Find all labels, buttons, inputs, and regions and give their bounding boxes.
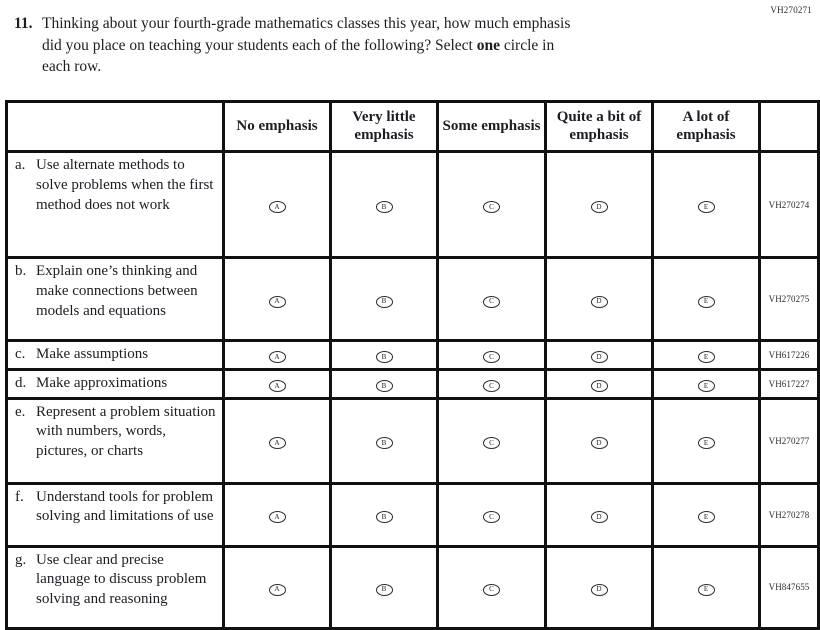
answer-bubble-E[interactable]: E xyxy=(698,437,715,449)
row-stem-cell xyxy=(7,546,224,628)
row-label: Make assumptions xyxy=(36,346,149,362)
table-row xyxy=(7,341,819,370)
column-header-3: Some emphasis xyxy=(438,102,546,152)
row-letter: d. xyxy=(15,374,27,391)
answer-bubble-D[interactable]: D xyxy=(591,296,608,308)
answer-cell xyxy=(331,152,438,258)
answer-bubble-D[interactable]: D xyxy=(591,380,608,392)
answer-cell xyxy=(224,341,331,370)
answer-cell xyxy=(653,152,760,258)
row-letter: f. xyxy=(15,488,24,505)
answer-cell xyxy=(546,546,653,628)
row-stem xyxy=(15,345,218,365)
table-row xyxy=(7,483,819,546)
question-line2-bold: one xyxy=(476,36,500,54)
answer-bubble-C[interactable]: C xyxy=(483,511,500,523)
answer-cell xyxy=(224,398,331,483)
row-stem-cell xyxy=(7,152,224,258)
answer-bubble-B[interactable]: B xyxy=(376,584,393,596)
row-letter: c. xyxy=(15,346,26,362)
answer-cell xyxy=(546,398,653,483)
answer-cell xyxy=(653,483,760,546)
answer-cell xyxy=(331,258,438,341)
page-item-code: VH270271 xyxy=(770,5,812,15)
answer-cell xyxy=(224,546,331,628)
answer-bubble-A[interactable]: A xyxy=(269,380,286,392)
answer-cell xyxy=(653,369,760,398)
answer-bubble-B[interactable]: B xyxy=(376,201,393,213)
answer-cell xyxy=(438,152,546,258)
row-label: Make approximations xyxy=(36,374,168,391)
emphasis-matrix-table xyxy=(5,100,820,630)
answer-bubble-E[interactable]: E xyxy=(698,584,715,596)
answer-cell xyxy=(438,369,546,398)
answer-cell xyxy=(438,398,546,483)
answer-bubble-E[interactable]: E xyxy=(698,380,715,392)
answer-cell xyxy=(331,546,438,628)
answer-bubble-D[interactable]: D xyxy=(591,201,608,213)
row-label: Explain one’s thinking and make connections between models and equations xyxy=(36,263,198,319)
answer-cell xyxy=(546,483,653,546)
row-label: Use clear and precise language to discuss problem solving and reasoning xyxy=(36,551,207,608)
answer-cell xyxy=(653,258,760,341)
answer-bubble-E[interactable]: E xyxy=(698,296,715,308)
column-header-1: No emphasis xyxy=(224,102,331,152)
row-letter: b. xyxy=(15,263,27,279)
row-letter: e. xyxy=(15,403,26,420)
question-line2-post: circle in xyxy=(499,36,555,54)
question-line3: each row. xyxy=(42,58,102,76)
row-item-code: VH270278 xyxy=(760,483,819,546)
answer-cell xyxy=(331,483,438,546)
row-item-code: VH270275 xyxy=(760,258,819,341)
answer-bubble-D[interactable]: D xyxy=(591,351,608,363)
answer-cell xyxy=(438,546,546,628)
answer-cell xyxy=(653,341,760,370)
answer-cell xyxy=(653,546,760,628)
answer-cell xyxy=(224,152,331,258)
answer-cell xyxy=(653,398,760,483)
row-stem-cell xyxy=(7,398,224,483)
answer-bubble-D[interactable]: D xyxy=(591,584,608,596)
table-row xyxy=(7,398,819,483)
header-code-spacer xyxy=(760,102,819,152)
answer-bubble-C[interactable]: C xyxy=(483,437,500,449)
answer-bubble-A[interactable]: A xyxy=(269,296,286,308)
question-text xyxy=(42,13,570,78)
answer-bubble-E[interactable]: E xyxy=(698,351,715,363)
row-stem-cell xyxy=(7,258,224,341)
answer-cell xyxy=(331,398,438,483)
answer-cell xyxy=(224,369,331,398)
row-stem xyxy=(15,403,218,462)
answer-bubble-C[interactable]: C xyxy=(483,296,500,308)
answer-bubble-D[interactable]: D xyxy=(591,511,608,523)
answer-cell xyxy=(438,483,546,546)
row-label: Understand tools for problem solving and limitations of use xyxy=(36,488,214,525)
answer-bubble-C[interactable]: C xyxy=(483,380,500,392)
row-stem xyxy=(15,374,218,394)
row-letter: a. xyxy=(15,157,26,173)
row-stem-cell xyxy=(7,369,224,398)
row-label: Represent a problem situation with numbers, words, pictures, or charts xyxy=(36,403,216,460)
row-item-code: VH617227 xyxy=(760,369,819,398)
column-header-4: Quite a bit of emphasis xyxy=(546,102,653,152)
answer-cell xyxy=(546,369,653,398)
answer-bubble-E[interactable]: E xyxy=(698,201,715,213)
answer-bubble-C[interactable]: C xyxy=(483,584,500,596)
answer-bubble-A[interactable]: A xyxy=(269,584,286,596)
answer-bubble-A[interactable]: A xyxy=(269,351,286,363)
answer-cell xyxy=(331,369,438,398)
table-row xyxy=(7,369,819,398)
question-line2-pre: did you place on teaching your students each of the following? Select xyxy=(42,36,477,54)
answer-bubble-B[interactable]: B xyxy=(376,296,393,308)
answer-bubble-A[interactable]: A xyxy=(269,201,286,213)
row-item-code: VH847655 xyxy=(760,546,819,628)
column-header-5: A lot of emphasis xyxy=(653,102,760,152)
table-row xyxy=(7,152,819,258)
header-stem-spacer xyxy=(7,102,224,152)
answer-bubble-B[interactable]: B xyxy=(376,511,393,523)
answer-cell xyxy=(224,258,331,341)
answer-bubble-B[interactable]: B xyxy=(376,351,393,363)
row-label: Use alternate methods to solve problems when the first method does not work xyxy=(36,157,214,213)
answer-bubble-A[interactable]: A xyxy=(269,511,286,523)
answer-bubble-C[interactable]: C xyxy=(483,351,500,363)
answer-bubble-A[interactable]: A xyxy=(269,437,286,449)
answer-bubble-B[interactable]: B xyxy=(376,380,393,392)
row-item-code: VH270274 xyxy=(760,152,819,258)
answer-bubble-E[interactable]: E xyxy=(698,511,715,523)
row-stem xyxy=(15,156,218,215)
table-row xyxy=(7,546,819,628)
column-header-2: Very little emphasis xyxy=(331,102,438,152)
answer-cell xyxy=(546,258,653,341)
question-number: 11. xyxy=(14,15,33,32)
row-item-code: VH617226 xyxy=(760,341,819,370)
row-stem-cell xyxy=(7,341,224,370)
row-stem xyxy=(15,488,218,528)
answer-cell xyxy=(438,341,546,370)
answer-cell xyxy=(224,483,331,546)
table-row xyxy=(7,258,819,341)
row-letter: g. xyxy=(15,551,27,568)
row-stem xyxy=(15,262,218,321)
answer-cell xyxy=(438,258,546,341)
question-block xyxy=(14,13,714,78)
answer-bubble-D[interactable]: D xyxy=(591,437,608,449)
answer-bubble-B[interactable]: B xyxy=(376,437,393,449)
answer-cell xyxy=(546,152,653,258)
row-stem-cell xyxy=(7,483,224,546)
row-item-code: VH270277 xyxy=(760,398,819,483)
answer-cell xyxy=(331,341,438,370)
table-header-row xyxy=(7,102,819,152)
row-stem xyxy=(15,551,218,610)
question-line1: Thinking about your fourth-grade mathematics classes this year, how much emphasis xyxy=(42,15,571,32)
answer-bubble-C[interactable]: C xyxy=(483,201,500,213)
answer-cell xyxy=(546,341,653,370)
